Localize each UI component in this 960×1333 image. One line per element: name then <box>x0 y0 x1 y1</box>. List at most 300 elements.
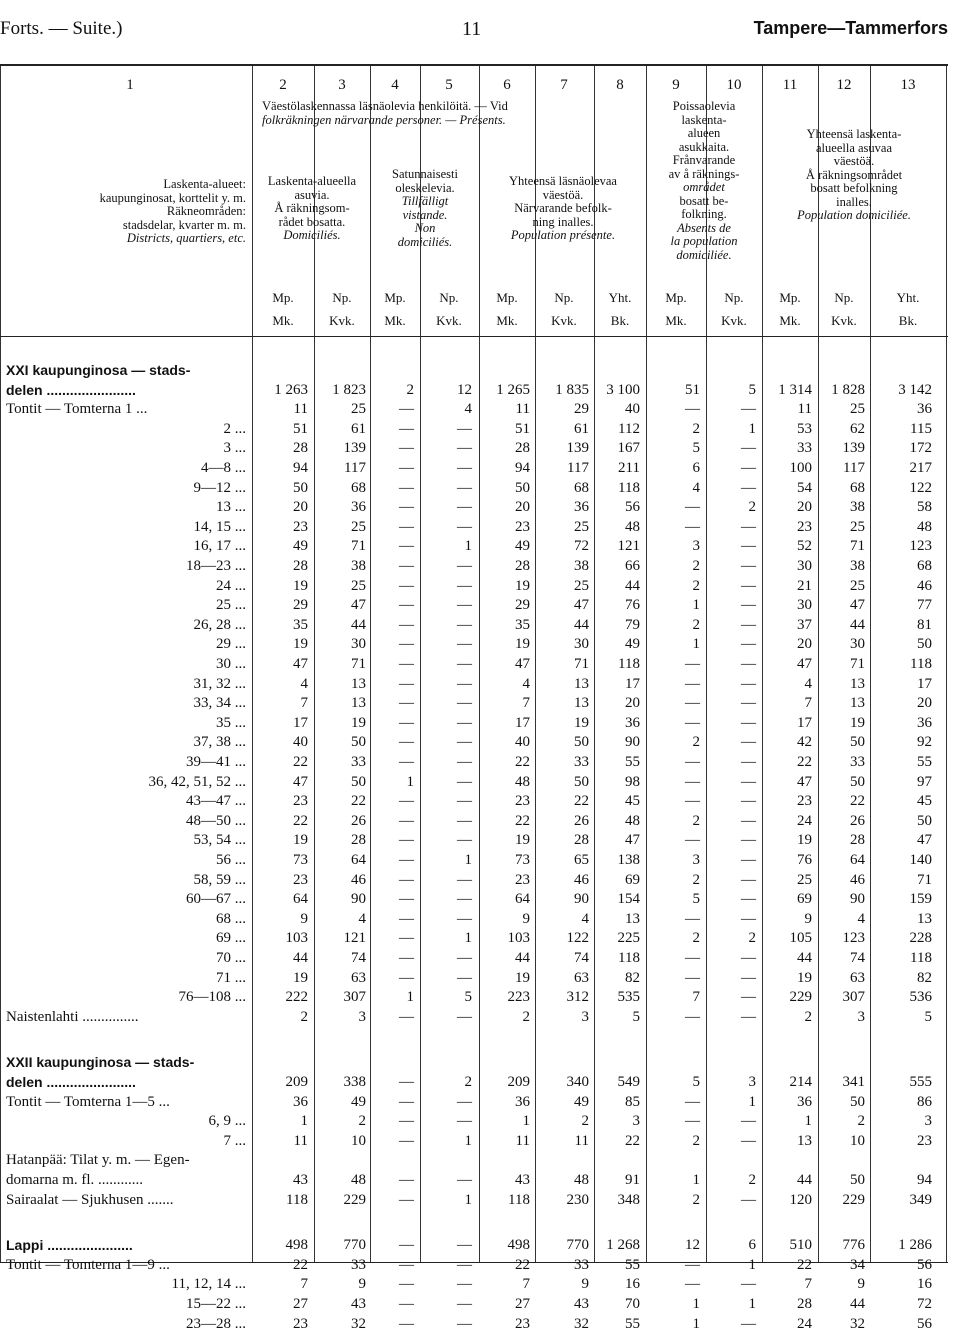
table-cell: 1 <box>692 1315 700 1332</box>
column-header-text: Närvarande befolk- <box>514 201 612 215</box>
table-cell: 25 <box>850 577 865 594</box>
table-cell: 25 <box>351 577 366 594</box>
column-header-text: alueen <box>687 126 721 140</box>
table-cell: 68 <box>917 558 932 574</box>
table-cell: — <box>457 440 472 457</box>
table-cell: 85 <box>625 1093 640 1110</box>
table-cell: — <box>457 871 472 888</box>
table-cell: — <box>399 871 414 888</box>
table-cell: — <box>399 656 414 672</box>
table-cell: 4 <box>804 675 812 692</box>
table-cell: — <box>741 1315 756 1332</box>
table-cell: — <box>457 891 472 908</box>
table-cell: 56 <box>625 499 640 516</box>
unit-label: Mp. <box>779 290 801 305</box>
column-header-text: stadsdelar, kvarter m. m. <box>122 217 246 232</box>
row-label: Hatanpää: Tilat y. m. — Egen- <box>6 1152 190 1169</box>
unit-label: Mk. <box>272 313 294 328</box>
table-cell: 770 <box>566 1237 589 1254</box>
table-cell: 17 <box>797 714 812 731</box>
table-cell: 13 <box>917 910 932 927</box>
row-label: 53, 54 ... <box>193 832 246 849</box>
table-cell: 72 <box>574 538 589 555</box>
table-cell: — <box>685 1256 700 1273</box>
table-cell: — <box>399 1296 414 1312</box>
table-cell: 1 <box>464 1132 472 1149</box>
table-cell: 50 <box>574 773 589 790</box>
table-cell: 229 <box>842 1191 865 1208</box>
table-cell: — <box>457 636 472 653</box>
table-cell: 5 <box>464 989 472 1006</box>
table-cell: — <box>457 1093 472 1110</box>
table-cell: 64 <box>515 891 530 908</box>
table-cell: 2 <box>406 381 414 398</box>
column-header-text: alueella asuvaa <box>816 140 892 155</box>
column-header-text: Yhteensä laskenta- <box>806 127 902 141</box>
table-cell: 20 <box>917 695 932 712</box>
table-cell: — <box>741 812 756 829</box>
table-cell: — <box>457 616 472 633</box>
table-cell: 50 <box>917 636 932 653</box>
table-cell: 64 <box>850 852 865 868</box>
table-cell: 56 <box>917 1256 932 1273</box>
column-header-text: rådet bosatta. <box>278 214 346 229</box>
row-label: delen ....................... <box>6 1074 136 1090</box>
table-cell: — <box>741 597 756 614</box>
row-label: 24 ... <box>216 577 246 594</box>
left-border <box>0 66 1 1262</box>
table-cell: 48 <box>917 518 932 535</box>
table-cell: 225 <box>617 930 640 947</box>
table-cell: — <box>741 891 756 908</box>
table-cell: 13 <box>797 1132 812 1149</box>
table-cell: 63 <box>351 969 366 986</box>
table-cell: 90 <box>351 891 366 908</box>
table-cell: 1 <box>748 1296 756 1312</box>
table-cell: — <box>741 950 756 966</box>
row-label: 36, 42, 51, 52 ... <box>148 773 246 790</box>
table-cell: 13 <box>574 695 589 712</box>
table-cell: — <box>741 636 756 653</box>
table-cell: 28 <box>293 558 308 574</box>
table-cell: 94 <box>293 460 308 476</box>
table-cell: 69 <box>797 891 812 908</box>
table-cell: 3 <box>358 1008 366 1025</box>
table-cell: 1 286 <box>898 1237 932 1254</box>
table-cell: 51 <box>515 420 530 437</box>
table-cell: 10 <box>850 1132 865 1149</box>
column-header-text: laskenta- <box>681 112 727 127</box>
table-cell: 71 <box>917 871 932 888</box>
table-cell: 22 <box>293 1256 308 1273</box>
table-cell: 22 <box>351 793 366 810</box>
table-cell: 30 <box>351 636 366 653</box>
table-cell: — <box>457 969 472 986</box>
table-cell: — <box>399 1256 414 1273</box>
table-cell: 26 <box>850 812 865 829</box>
table-cell: — <box>399 597 414 614</box>
table-cell: 36 <box>293 1093 308 1110</box>
table-cell: 90 <box>574 891 589 908</box>
table-cell: 28 <box>515 558 530 574</box>
table-cell: 36 <box>574 499 589 516</box>
column-header-text: Å räkningsområdet <box>805 167 903 182</box>
table-cell: 103 <box>507 930 530 947</box>
table-cell: 3 <box>632 1113 640 1130</box>
table-cell: 549 <box>617 1074 640 1090</box>
table-cell: — <box>741 793 756 810</box>
table-cell: — <box>399 714 414 731</box>
column-header-text: Väestölaskennassa läsnäolevia henkilöitä. — Vid <box>262 99 508 113</box>
table-cell: 68 <box>850 479 865 496</box>
table-cell: 312 <box>566 989 589 1006</box>
table-cell: 90 <box>625 734 640 751</box>
table-cell: 510 <box>789 1237 812 1254</box>
table-cell: 77 <box>917 597 932 614</box>
table-cell: 44 <box>625 577 640 594</box>
table-cell: 44 <box>293 950 308 966</box>
table-cell: — <box>457 950 472 966</box>
table-cell: — <box>399 1191 414 1208</box>
row-label: 69 ... <box>216 930 246 947</box>
table-cell: 50 <box>293 479 308 496</box>
column-header-text: Domiciliés. <box>283 228 341 242</box>
column-header-text: domiciliée. <box>676 247 732 262</box>
table-cell: 76 <box>625 597 640 614</box>
table-cell: 138 <box>617 852 640 868</box>
table-cell: 9 <box>581 1276 589 1293</box>
table-cell: 2 <box>804 1008 812 1025</box>
table-cell: — <box>399 950 414 966</box>
table-cell: 55 <box>625 1256 640 1273</box>
table-cell: — <box>399 616 414 633</box>
table-cell: — <box>741 518 756 535</box>
column-header-text: kaupunginosat, korttelit y. m. <box>99 190 246 205</box>
table-cell: 49 <box>625 636 640 653</box>
row-label: 4—8 ... <box>201 460 246 476</box>
table-cell: 122 <box>566 930 589 947</box>
row-label: domarna m. fl. ............ <box>6 1172 144 1188</box>
table-cell: 71 <box>850 538 865 555</box>
table-cell: — <box>457 754 472 770</box>
table-cell: — <box>457 910 472 927</box>
table-cell: 121 <box>617 538 640 555</box>
row-label: 29 ... <box>216 636 246 653</box>
table-cell: 55 <box>625 754 640 770</box>
table-cell: 33 <box>850 754 865 770</box>
table-cell: 1 <box>692 1172 700 1188</box>
table-cell: 33 <box>574 754 589 770</box>
table-cell: — <box>457 597 472 614</box>
column-number: 12 <box>836 77 852 93</box>
table-cell: — <box>741 558 756 574</box>
table-cell: 56 <box>917 1315 932 1332</box>
unit-label: Np. <box>724 290 744 305</box>
table-cell: — <box>741 989 756 1006</box>
table-cell: 230 <box>566 1191 589 1208</box>
table-cell: — <box>399 1074 414 1090</box>
row-label: Tontit — Tomterna 1—9 ... <box>6 1256 170 1273</box>
table-cell: — <box>741 1113 756 1130</box>
top-rule <box>0 64 948 66</box>
table-cell: 48 <box>351 1172 366 1188</box>
table-cell: — <box>741 577 756 594</box>
table-cell: — <box>457 714 472 731</box>
table-cell: 52 <box>797 538 812 555</box>
table-cell: 1 <box>692 636 700 653</box>
table-cell: 2 <box>522 1008 530 1025</box>
table-cell: — <box>457 420 472 437</box>
page-number: 11 <box>462 18 482 40</box>
table-cell: — <box>399 832 414 849</box>
table-cell: 139 <box>343 440 366 457</box>
table-cell: 37 <box>797 616 812 633</box>
table-cell: 19 <box>515 969 530 986</box>
table-cell: — <box>399 518 414 535</box>
table-cell: 91 <box>625 1172 640 1188</box>
table-cell: — <box>399 1276 414 1293</box>
table-cell: 71 <box>351 538 366 555</box>
table-cell: 13 <box>574 675 589 692</box>
table-cell: — <box>741 734 756 751</box>
table-cell: 20 <box>293 499 308 516</box>
table-cell: 11 <box>293 1132 308 1149</box>
table-cell: — <box>685 401 700 418</box>
table-cell: 5 <box>748 381 756 398</box>
table-cell: 229 <box>789 989 812 1006</box>
row-label: 14, 15 ... <box>193 518 246 535</box>
table-cell: 555 <box>909 1074 932 1090</box>
table-cell: 1 <box>406 773 414 790</box>
table-cell: — <box>457 1296 472 1312</box>
table-cell: 2 <box>692 930 700 947</box>
table-cell: 44 <box>797 1172 812 1188</box>
row-label: Tontit — Tomterna 1—5 ... <box>6 1093 170 1110</box>
row-label: 76—108 ... <box>178 989 246 1006</box>
table-cell: 3 <box>748 1074 756 1090</box>
table-cell: 23 <box>515 518 530 535</box>
table-cell: 123 <box>842 930 865 947</box>
unit-label: Mk. <box>779 313 801 328</box>
row-label: 2 ... <box>223 420 246 437</box>
table-cell: 40 <box>625 401 640 418</box>
table-cell: 7 <box>804 695 812 712</box>
table-cell: 12 <box>685 1237 700 1254</box>
table-cell: 16 <box>917 1276 932 1293</box>
table-cell: 307 <box>842 989 865 1006</box>
table-cell: 2 <box>748 1172 756 1188</box>
table-cell: 27 <box>293 1296 308 1312</box>
column-header-text: ning inalles. <box>532 214 594 229</box>
table-cell: — <box>457 460 472 476</box>
table-cell: 27 <box>515 1296 530 1312</box>
table-cell: 49 <box>574 1093 589 1110</box>
table-cell: 25 <box>850 401 865 418</box>
table-cell: 11 <box>293 401 308 418</box>
table-cell: 74 <box>351 950 366 966</box>
table-cell: — <box>741 832 756 849</box>
table-cell: 209 <box>507 1074 530 1090</box>
table-cell: — <box>399 675 414 692</box>
table-cell: 47 <box>293 773 308 790</box>
table-cell: 50 <box>850 1093 865 1110</box>
row-label: 56 ... <box>216 852 246 868</box>
table-cell: 50 <box>351 773 366 790</box>
table-cell: 3 <box>924 1113 932 1130</box>
table-cell: — <box>741 1008 756 1025</box>
table-cell: — <box>399 577 414 594</box>
table-cell: — <box>741 1191 756 1208</box>
column-header-text: Frånvarande <box>672 153 736 167</box>
table-cell: 5 <box>924 1008 932 1025</box>
table-cell: 34 <box>850 1256 865 1273</box>
row-label: 60—67 ... <box>186 891 246 908</box>
table-cell: 63 <box>574 969 589 986</box>
table-cell: — <box>685 832 700 849</box>
table-cell: — <box>685 773 700 790</box>
column-header-text: Satunnaisesti <box>392 167 458 181</box>
table-cell: 123 <box>909 538 932 555</box>
table-cell: 47 <box>850 597 865 614</box>
table-cell: 38 <box>850 558 865 574</box>
table-cell: 45 <box>917 793 932 810</box>
row-label: 58, 59 ... <box>193 871 246 888</box>
table-cell: 30 <box>850 636 865 653</box>
column-number: 1 <box>126 77 134 93</box>
table-cell: 24 <box>797 1315 812 1332</box>
table-cell: 90 <box>850 891 865 908</box>
unit-label: Np. <box>834 290 854 305</box>
table-cell: 2 <box>358 1113 366 1130</box>
table-cell: 79 <box>625 616 640 633</box>
table-cell: 32 <box>574 1315 589 1332</box>
table-cell: 50 <box>515 479 530 496</box>
table-cell: 61 <box>351 420 366 437</box>
table-cell: 46 <box>351 871 366 888</box>
table-cell: 222 <box>285 989 308 1006</box>
table-cell: 94 <box>515 460 530 476</box>
table-cell: — <box>457 577 472 594</box>
table-cell: 100 <box>789 460 812 476</box>
table-cell: — <box>399 1113 414 1130</box>
table-cell: — <box>399 636 414 653</box>
table-cell: 47 <box>797 656 812 672</box>
unit-label: Yht. <box>608 290 632 305</box>
table-cell: 2 <box>464 1074 472 1090</box>
table-cell: 17 <box>917 675 932 692</box>
table-cell: 28 <box>850 832 865 849</box>
table-cell: 43 <box>351 1296 366 1312</box>
row-label: Lappi ...................... <box>6 1237 133 1254</box>
table-cell: 47 <box>574 597 589 614</box>
table-cell: 5 <box>692 891 700 908</box>
table-cell: 112 <box>618 420 640 437</box>
table-cell: 19 <box>293 832 308 849</box>
table-cell: 217 <box>909 460 932 476</box>
table-cell: 1 <box>748 1256 756 1273</box>
table-cell: 33 <box>797 440 812 457</box>
table-cell: 66 <box>625 558 640 574</box>
right-border <box>946 66 947 1262</box>
table-cell: 3 142 <box>898 381 932 398</box>
table-cell: 229 <box>343 1191 366 1208</box>
table-cell: — <box>399 479 414 496</box>
column-header-text: Räkneområden: <box>166 204 246 218</box>
table-cell: — <box>685 793 700 810</box>
table-cell: 103 <box>285 930 308 947</box>
table-cell: 28 <box>293 440 308 457</box>
table-cell: 115 <box>910 420 932 437</box>
table-cell: 10 <box>351 1132 366 1149</box>
column-number: 10 <box>726 77 742 93</box>
row-label: 23—28 ... <box>186 1315 246 1332</box>
column-number: 8 <box>616 77 624 93</box>
table-cell: — <box>457 1276 472 1293</box>
table-cell: — <box>741 910 756 927</box>
table-cell: 118 <box>618 656 640 672</box>
table-cell: 340 <box>566 1074 589 1090</box>
table-cell: 58 <box>917 499 932 516</box>
table-cell: 47 <box>917 832 932 849</box>
column-number: 9 <box>672 77 680 93</box>
table-cell: 4 <box>358 910 366 927</box>
table-cell: 121 <box>343 930 366 947</box>
table-cell: 154 <box>617 891 640 908</box>
table-cell: 2 <box>692 734 700 751</box>
table-cell: 139 <box>842 440 865 457</box>
table-cell: 11 <box>515 401 530 418</box>
table-cell: — <box>399 852 414 868</box>
table-cell: 1 <box>464 930 472 947</box>
table-cell: 7 <box>522 695 530 712</box>
table-cell: 6 <box>748 1237 756 1254</box>
column-header-text: väestöä. <box>833 154 875 168</box>
row-label: 13 ... <box>216 499 246 516</box>
table-cell: — <box>457 1237 472 1254</box>
table-cell: 23 <box>293 518 308 535</box>
table-cell: 9 <box>857 1276 865 1293</box>
table-cell: 139 <box>566 440 589 457</box>
row-label: 15—22 ... <box>186 1296 246 1312</box>
table-cell: — <box>457 656 472 672</box>
table-cell: 5 <box>692 440 700 457</box>
table-cell: — <box>685 714 700 731</box>
table-cell: 40 <box>515 734 530 751</box>
table-cell: — <box>399 1132 414 1149</box>
table-cell: 22 <box>574 793 589 810</box>
table-cell: — <box>685 695 700 712</box>
table-cell: 4 <box>692 479 700 496</box>
table-cell: 40 <box>293 734 308 751</box>
table-cell: 44 <box>515 950 530 966</box>
table-cell: 30 <box>574 636 589 653</box>
table-cell: 1 263 <box>274 381 308 398</box>
table-cell: — <box>685 754 700 770</box>
column-header-text: Poissaolevia <box>672 99 736 113</box>
unit-label: Mp. <box>384 290 406 305</box>
table-cell: 43 <box>515 1172 530 1188</box>
row-label: 43—47 ... <box>186 793 246 810</box>
table-cell: 29 <box>515 597 530 614</box>
table-cell: 118 <box>618 950 640 966</box>
table-cell: 7 <box>522 1276 530 1293</box>
table-cell: 17 <box>293 714 308 731</box>
table-cell: — <box>457 1008 472 1025</box>
table-cell: 1 <box>522 1113 530 1130</box>
table-cell: — <box>399 930 414 947</box>
table-cell: — <box>457 1172 472 1188</box>
unit-label: Mk. <box>384 313 406 328</box>
